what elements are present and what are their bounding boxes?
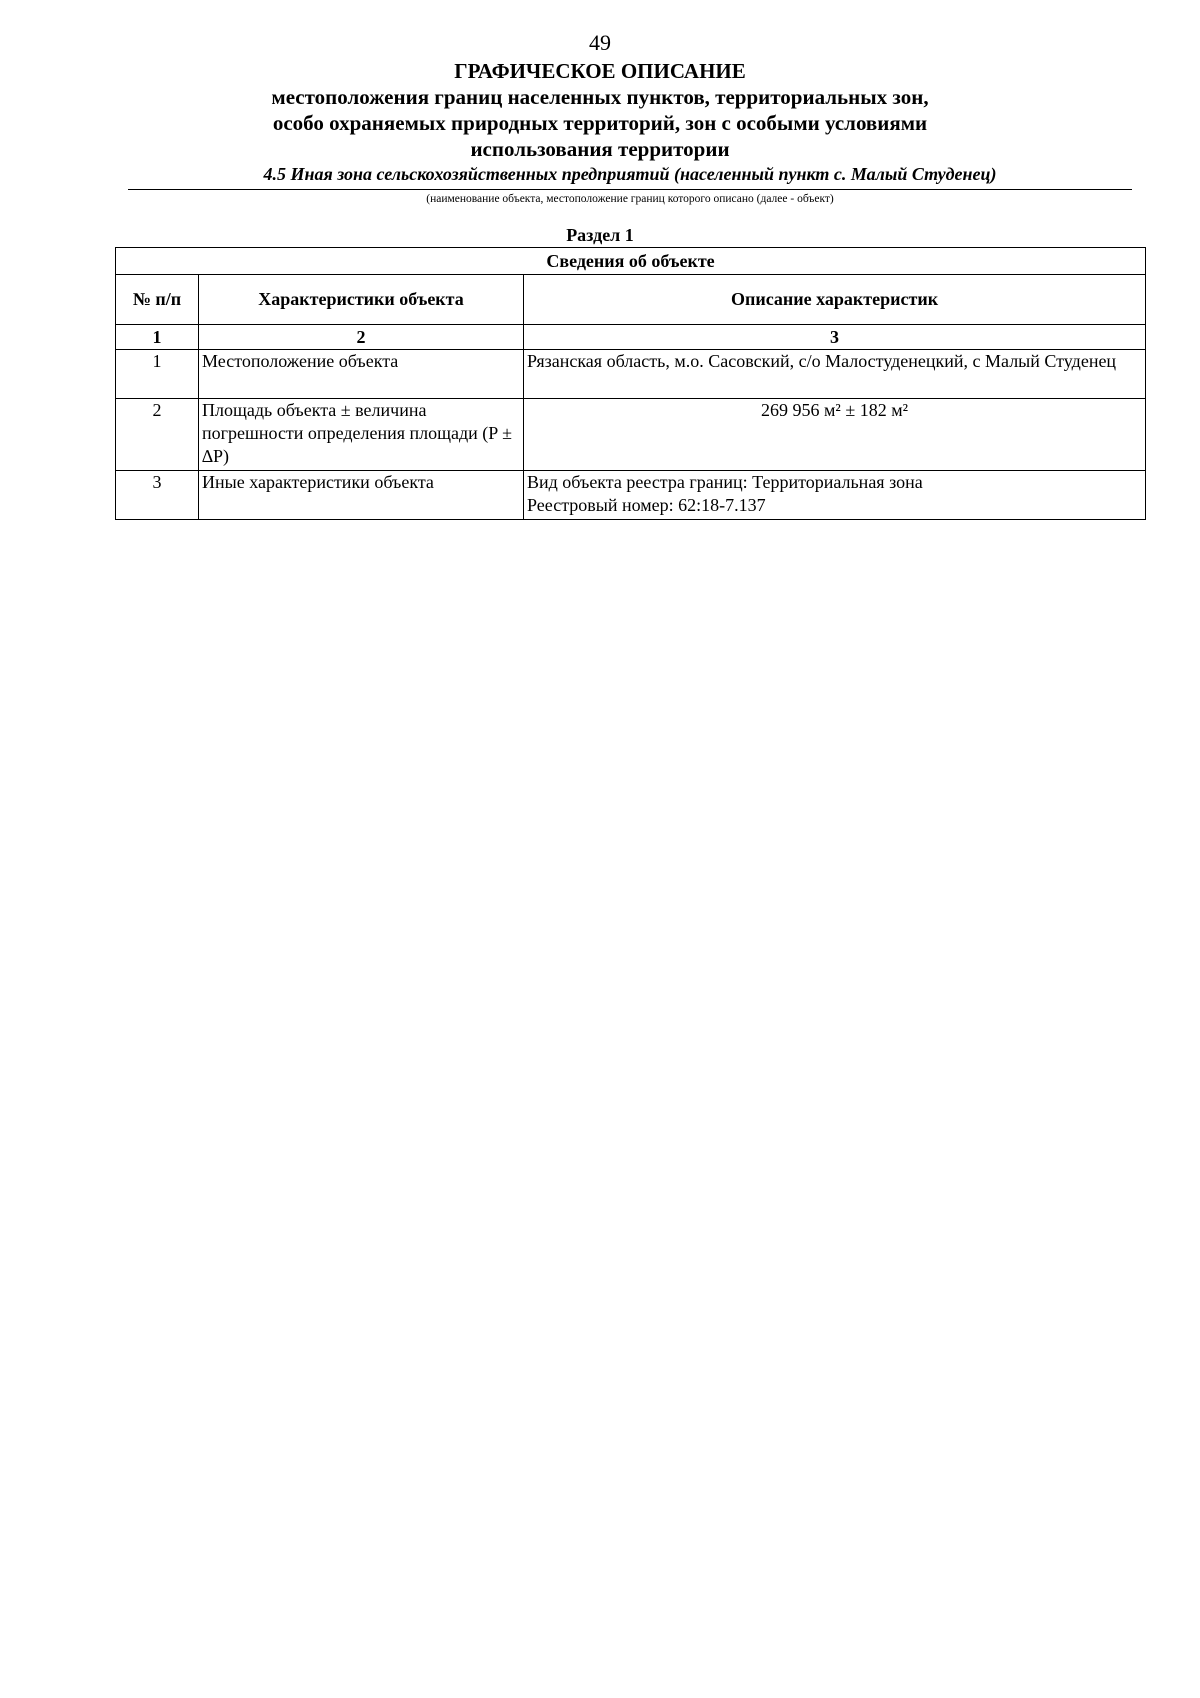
column-number: 2 (199, 325, 524, 350)
document-subtitle: местоположения границ населенных пунктов, территориальных зон, особо охраняемых природных территорий, зон с особыми условиями использования территории (271, 85, 929, 161)
row-description (524, 471, 1146, 520)
description-line: Вид объекта реестра границ: Территориальная зона (527, 472, 923, 492)
table-caption: Сведения об объекте (116, 248, 1146, 275)
description-line: 269 956 м² ± 182 м² (761, 400, 908, 420)
section-title: Раздел 1 (566, 225, 634, 245)
column-number-row (116, 325, 1146, 350)
description-line: Рязанская область, м.о. Сасовский, с/о Малостуденецкий, с Малый Студенец (527, 351, 1117, 371)
column-header-description: Описание характеристик (524, 275, 1146, 325)
column-header-number: № п/п (116, 275, 199, 325)
object-name-caption: (наименование объекта, местоположение границ которого описано (далее - объект) (426, 193, 834, 205)
row-description (524, 350, 1146, 399)
row-description (524, 399, 1146, 471)
row-number: 2 (116, 399, 199, 471)
table-header-row (116, 275, 1146, 325)
document-title: ГРАФИЧЕСКОЕ ОПИСАНИЕ (454, 59, 746, 83)
column-number: 3 (524, 325, 1146, 350)
row-characteristic: Местоположение объекта (199, 350, 524, 399)
object-info-table (115, 247, 1146, 520)
row-number: 1 (116, 350, 199, 399)
object-name: 4.5 Иная зона сельскохозяйственных предприятий (населенный пункт с. Малый Студенец) (263, 164, 997, 184)
row-characteristic: Иные характеристики объекта (199, 471, 524, 520)
table-caption-row (116, 248, 1146, 275)
column-number: 1 (116, 325, 199, 350)
row-number: 3 (116, 471, 199, 520)
object-name-underline (128, 189, 1132, 190)
row-characteristic: Площадь объекта ± величина погрешности определения площади (P ± ∆P) (199, 399, 524, 471)
table-row (116, 471, 1146, 520)
description-line: Реестровый номер: 62:18-7.137 (527, 495, 766, 515)
page-number: 49 (589, 30, 611, 55)
table-row (116, 350, 1146, 399)
table-row (116, 399, 1146, 471)
column-header-characteristic: Характеристики объекта (199, 275, 524, 325)
